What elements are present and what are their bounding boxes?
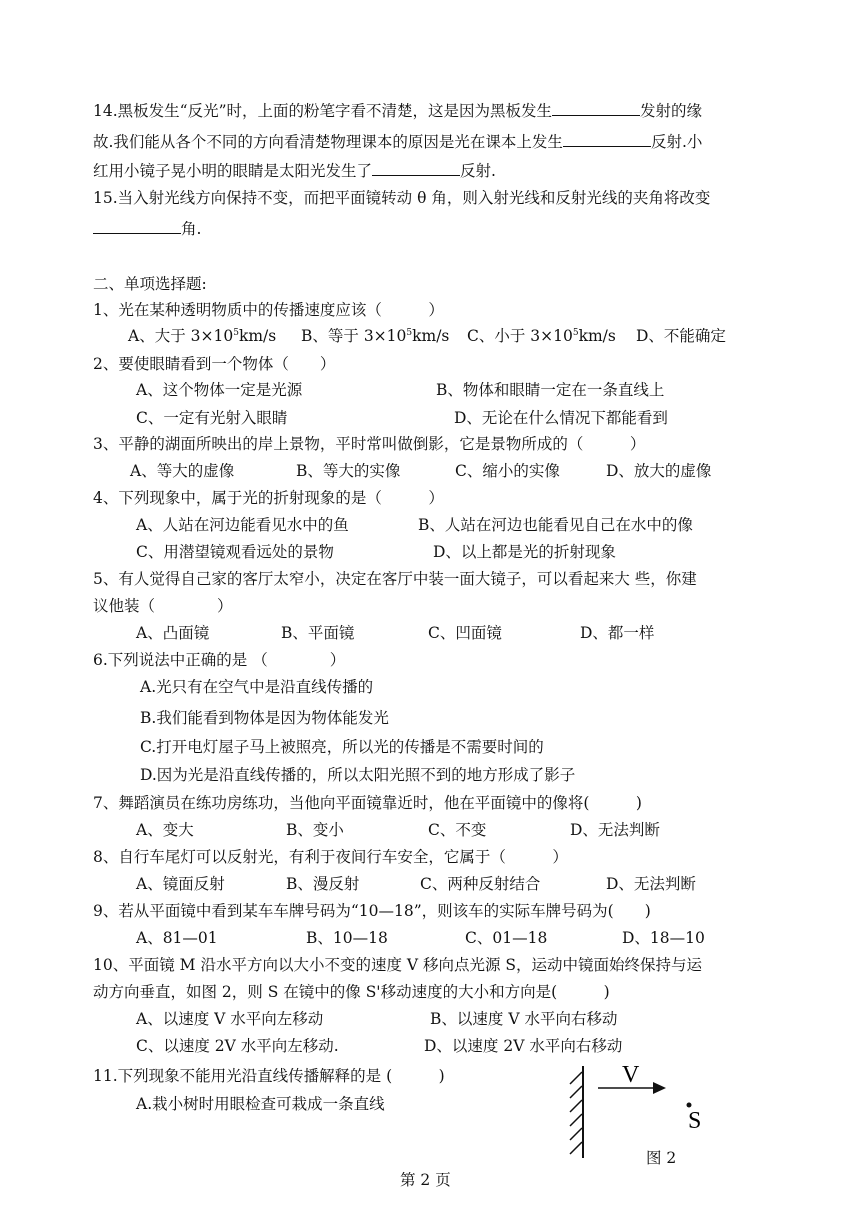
q11-option-a[interactable]: A.栽小树时用眼检查可栽成一条直线 — [136, 1095, 385, 1113]
q11-stem: 11.下列现象不能用光沿直线传播解释的是 ( ) — [93, 1067, 445, 1085]
q9-option-c[interactable]: C、01—18 — [465, 929, 548, 947]
q3-option-b[interactable]: B、等大的实像 — [296, 462, 401, 480]
q14-text-1b: 发射的缘 — [640, 102, 703, 120]
q2-option-b[interactable]: B、物体和眼睛一定在一条直线上 — [436, 381, 665, 399]
q2-option-a[interactable]: A、这个物体一定是光源 — [136, 381, 303, 399]
q6-option-a[interactable]: A.光只有在空气中是沿直线传播的 — [140, 678, 374, 696]
answer-blank[interactable] — [372, 160, 460, 176]
q3-stem: 3、平静的湖面所映出的岸上景物，平时常叫做倒影，它是景物所成的（ ） — [93, 435, 646, 453]
q4-stem: 4、下列现象中，属于光的折射现象的是（ ） — [93, 489, 444, 507]
q2-option-d[interactable]: D、无论在什么情况下都能看到 — [454, 409, 668, 427]
q5-stem-2: 议他装（ ） — [93, 597, 233, 615]
q6-stem: 6.下列说法中正确的是 （ ） — [93, 651, 346, 669]
q15-line-2 — [93, 218, 201, 239]
q4-option-c[interactable]: C、用潜望镜观看远处的景物 — [136, 543, 334, 561]
q2-stem: 2、要使眼睛看到一个物体（ ） — [93, 355, 336, 373]
q10-option-b[interactable]: B、以速度 V 水平向右移动 — [430, 1010, 618, 1028]
q14-text-3a: 红用小镜子晃小明的眼睛是太阳光发生了 — [93, 162, 373, 180]
answer-blank[interactable] — [563, 131, 651, 147]
q10-option-c[interactable]: C、以速度 2V 水平向左移动. — [136, 1037, 339, 1055]
q4-option-d[interactable]: D、以上都是光的折射现象 — [433, 543, 616, 561]
q4-option-b[interactable]: B、人站在河边也能看见自己在水中的像 — [418, 516, 693, 534]
q10-stem-2: 动方向垂直，如图 2，则 S 在镜中的像 S'移动速度的大小和方向是( ) — [93, 983, 610, 1001]
q5-option-d[interactable]: D、都一样 — [580, 624, 655, 642]
q10-stem-1: 10、平面镜 M 沿水平方向以大小不变的速度 V 移向点光源 S，运动中镜面始终保持与运 — [93, 956, 703, 974]
q3-option-d[interactable]: D、放大的虚像 — [606, 462, 712, 480]
q1-option-d[interactable]: D、不能确定 — [636, 327, 726, 345]
q6-option-b[interactable]: B.我们能看到物体是因为物体能发光 — [140, 709, 389, 727]
q14-text-2a: 故.我们能从各个不同的方向看清楚物理课本的原因是光在课本上发生 — [93, 133, 563, 151]
q3-option-a[interactable]: A、等大的虚像 — [130, 462, 235, 480]
q8-option-b[interactable]: B、漫反射 — [286, 875, 360, 893]
q10-option-a[interactable]: A、以速度 V 水平向左移动 — [136, 1010, 324, 1028]
q14-text-3b: 反射. — [460, 162, 496, 180]
q9-option-a[interactable]: A、81—01 — [136, 929, 218, 947]
q14-line-3 — [93, 160, 496, 181]
velocity-label: V — [622, 1062, 640, 1088]
q1-option-c[interactable]: C、小于 $3\times 10^5km/s$ — [467, 327, 616, 345]
q8-stem: 8、自行车尾灯可以反射光，有利于夜间行车安全，它属于（ ） — [93, 848, 568, 866]
section-title: 二、单项选择题: — [93, 275, 207, 293]
q9-option-b[interactable]: B、10—18 — [306, 929, 388, 947]
point-light-source — [687, 1103, 692, 1108]
q14-text-1a: 14.黑板发生“反光”时，上面的粉笔字看不清楚，这是因为黑板发生 — [93, 102, 553, 120]
q7-option-d[interactable]: D、无法判断 — [570, 821, 660, 839]
q14-text-2b: 反射.小 — [650, 133, 703, 151]
q1-option-b[interactable]: B、等于 $3\times 10^5km/s$ — [301, 327, 450, 345]
q10-option-d[interactable]: D、以速度 2V 水平向右移动 — [424, 1037, 623, 1055]
q5-option-a[interactable]: A、凸面镜 — [136, 624, 210, 642]
q15-text-2b: 角. — [181, 220, 202, 238]
q7-option-a[interactable]: A、变大 — [136, 821, 194, 839]
q7-option-c[interactable]: C、不变 — [428, 821, 487, 839]
q1-option-a[interactable]: A、大于 $3\times 10^5km/s$ — [128, 327, 277, 345]
figure-caption: 图 2 — [646, 1149, 677, 1167]
q15-line-1: 15.当入射光线方向保持不变，而把平面镜转动 θ 角，则入射光线和反射光线的夹角将改变 — [93, 189, 711, 207]
q8-option-d[interactable]: D、无法判断 — [606, 875, 696, 893]
answer-blank[interactable] — [93, 218, 181, 234]
q14-line-1 — [93, 100, 702, 121]
q9-stem: 9、若从平面镜中看到某车车牌号码为“10—18”，则该车的实际车牌号码为( ) — [93, 902, 651, 920]
q7-option-b[interactable]: B、变小 — [286, 821, 344, 839]
q7-stem: 7、舞蹈演员在练功房练功，当他向平面镜靠近时，他在平面镜中的像将( ) — [93, 794, 642, 812]
page-number: 第 2 页 — [400, 1171, 451, 1189]
q4-option-a[interactable]: A、人站在河边能看见水中的鱼 — [136, 516, 349, 534]
q8-option-a[interactable]: A、镜面反射 — [136, 875, 225, 893]
q14-line-2 — [93, 131, 702, 152]
plane-mirror — [570, 1066, 583, 1158]
q6-option-d[interactable]: D.因为光是沿直线传播的，所以太阳光照不到的地方形成了影子 — [140, 766, 576, 784]
source-label: S — [688, 1108, 702, 1134]
q5-stem-1: 5、有人觉得自己家的客厅太窄小，决定在客厅中装一面大镜子，可以看起来大 些，你建 — [93, 570, 697, 588]
q5-option-c[interactable]: C、凹面镜 — [428, 624, 502, 642]
q5-option-b[interactable]: B、平面镜 — [281, 624, 355, 642]
q8-option-c[interactable]: C、两种反射结合 — [420, 875, 541, 893]
q2-option-c[interactable]: C、一定有光射入眼睛 — [136, 409, 288, 427]
q1-stem: 1、光在某种透明物质中的传播速度应该（ ） — [93, 301, 444, 319]
q9-option-d[interactable]: D、18—10 — [622, 929, 705, 947]
figure-2-diagram — [560, 1062, 720, 1172]
answer-blank[interactable] — [552, 100, 640, 116]
q6-option-c[interactable]: C.打开电灯屋子马上被照亮，所以光的传播是不需要时间的 — [140, 738, 544, 756]
q3-option-c[interactable]: C、缩小的实像 — [455, 462, 560, 480]
